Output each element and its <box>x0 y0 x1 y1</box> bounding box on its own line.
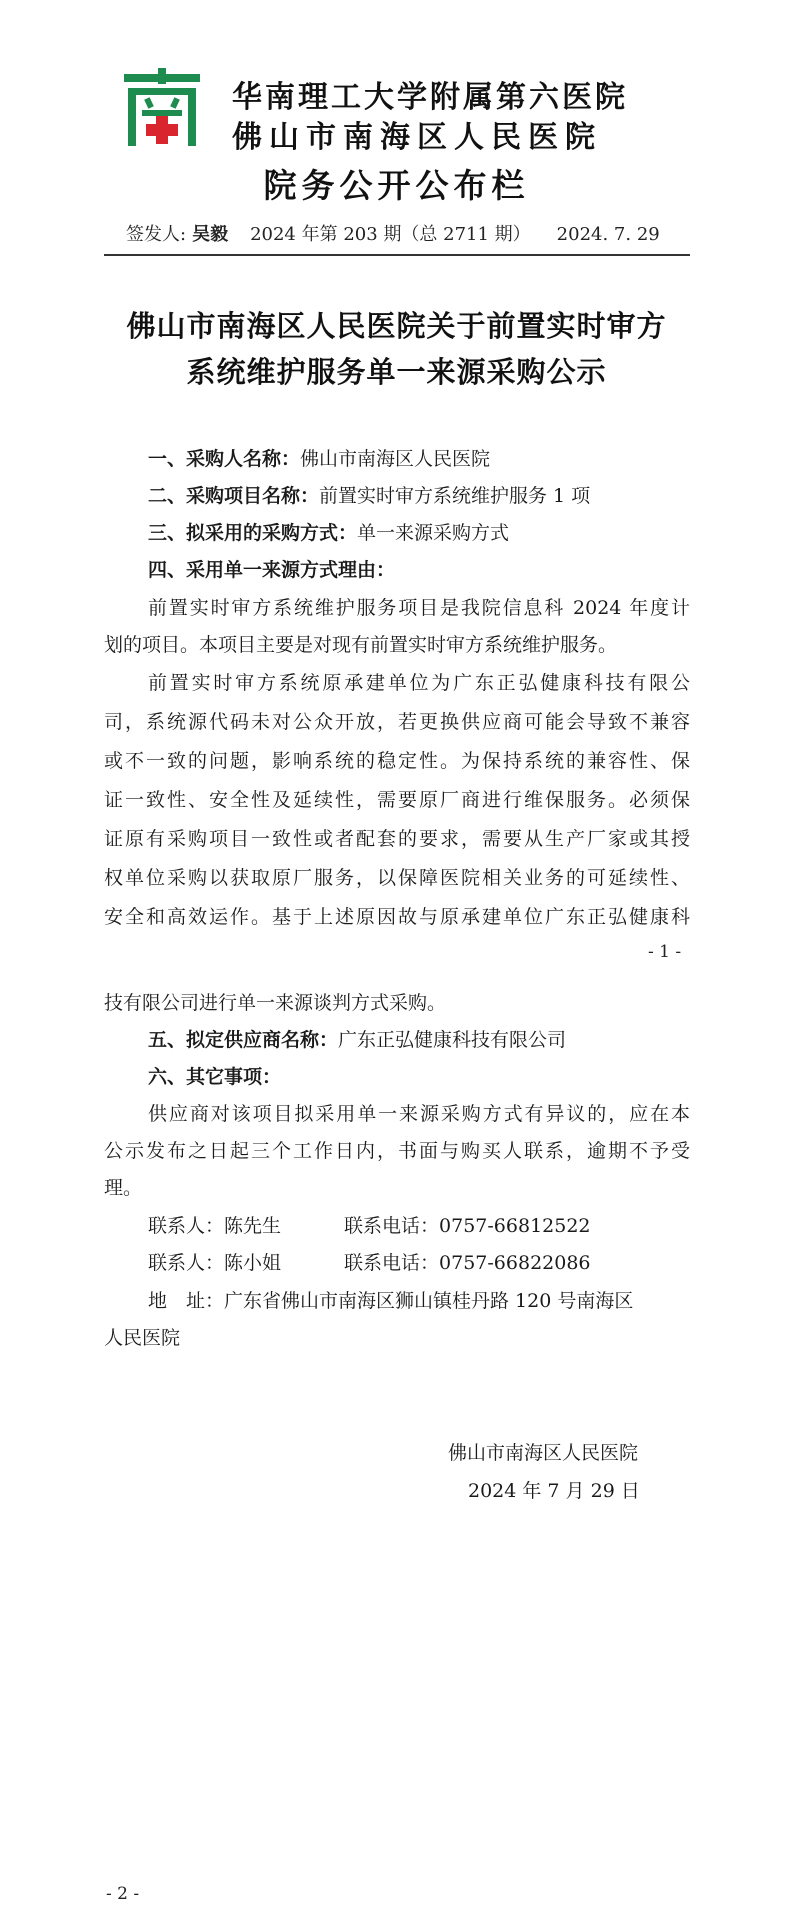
contact-person-label: 联系人： <box>148 1252 225 1274</box>
issue-number: 2024 年第 203 期（总 2711 期） <box>250 224 531 245</box>
item-label: 三、拟采用的采购方式： <box>148 522 358 544</box>
address-line <box>148 1286 633 1313</box>
item-project-name <box>148 481 590 508</box>
item-label: 五、拟定供应商名称： <box>148 1029 339 1051</box>
signature-org: 佛山市南海区人民医院 <box>448 1442 639 1464</box>
document-title-line1: 佛山市南海区人民医院关于前置实时审方 <box>126 309 667 343</box>
page-number-2: - 2 - <box>106 1884 140 1904</box>
header-divider <box>104 254 690 256</box>
contact-phone-label: 联系电话： <box>344 1252 440 1274</box>
board-title: 院务公开公布栏 <box>263 166 530 205</box>
item-label: 四、采用单一来源方式理由： <box>148 559 396 581</box>
contact-row <box>148 1248 591 1275</box>
para3-line: 供应商对该项目拟采用单一来源采购方式有异议的，应在本 <box>148 1103 690 1125</box>
contact-phone: 0757-66812522 <box>439 1215 591 1237</box>
para1-line: 前置实时审方系统维护服务项目是我院信息科 2024 年度计 <box>148 597 690 619</box>
item-value: 佛山市南海区人民医院 <box>300 448 491 470</box>
issue-line <box>126 220 660 246</box>
para2-line: 前置实时审方系统原承建单位为广东正弘健康科技有限公 <box>148 672 690 694</box>
item-supplier <box>148 1025 566 1052</box>
address-line-cont: 人民医院 <box>104 1327 181 1349</box>
para2-line: 或不一致的问题，影响系统的稳定性。为保持系统的兼容性、保 <box>104 750 690 772</box>
hospital-name-line1: 华南理工大学附属第六医院 <box>232 80 628 115</box>
signer-label: 签发人: <box>126 224 187 245</box>
contact-phone-label: 联系电话： <box>344 1215 440 1237</box>
item-value: 广东正弘健康科技有限公司 <box>338 1029 567 1051</box>
para1-line: 划的项目。本项目主要是对现有前置实时审方系统维护服务。 <box>104 634 618 656</box>
contact-person: 陈先生 <box>224 1215 282 1237</box>
para2-line: 证原有采购项目一致性或者配套的要求，需要从生产厂家或其授 <box>104 828 690 850</box>
hospital-logo <box>122 68 202 148</box>
item-label: 六、其它事项： <box>148 1066 282 1088</box>
item-purchaser <box>148 444 490 471</box>
address-label: 地 址： <box>148 1290 225 1312</box>
signer-name: 吴毅 <box>192 224 229 245</box>
para2-continued: 技有限公司进行单一来源谈判方式采购。 <box>104 992 447 1014</box>
item-other <box>148 1062 281 1089</box>
item-label: 二、采购项目名称： <box>148 485 320 507</box>
item-procurement-method <box>148 518 509 545</box>
contact-person: 陈小姐 <box>224 1252 282 1274</box>
contact-phone: 0757-66822086 <box>439 1252 591 1274</box>
document-title-line2: 系统维护服务单一来源采购公示 <box>186 355 607 389</box>
para2-line: 司，系统源代码未对公众开放，若更换供应商可能会导致不兼容 <box>104 711 690 733</box>
item-label: 一、采购人名称： <box>148 448 301 470</box>
issue-date: 2024. 7. 29 <box>556 224 660 245</box>
para2-line: 权单位采购以获取原厂服务，以保障医院相关业务的可延续性、 <box>104 867 690 889</box>
contact-row <box>148 1211 591 1238</box>
item-value: 单一来源采购方式 <box>357 522 510 544</box>
para3-line: 公示发布之日起三个工作日内，书面与购买人联系，逾期不予受 <box>104 1140 690 1162</box>
para2-line: 证一致性、安全性及延续性，需要原厂商进行维保服务。必须保 <box>104 789 690 811</box>
item-value: 前置实时审方系统维护服务 1 项 <box>319 485 591 507</box>
item-reason <box>148 555 395 582</box>
signature-date: 2024 年 7 月 29 日 <box>468 1480 640 1502</box>
contact-person-label: 联系人： <box>148 1215 225 1237</box>
para2-line: 安全和高效运作。基于上述原因故与原承建单位广东正弘健康科 <box>104 906 690 928</box>
address-value: 广东省佛山市南海区狮山镇桂丹路 120 号南海区 <box>224 1290 634 1312</box>
para3-line: 理。 <box>104 1177 143 1199</box>
hospital-name-line2: 佛山市南海区人民医院 <box>232 120 602 155</box>
page-number-1: - 1 - <box>648 942 682 962</box>
